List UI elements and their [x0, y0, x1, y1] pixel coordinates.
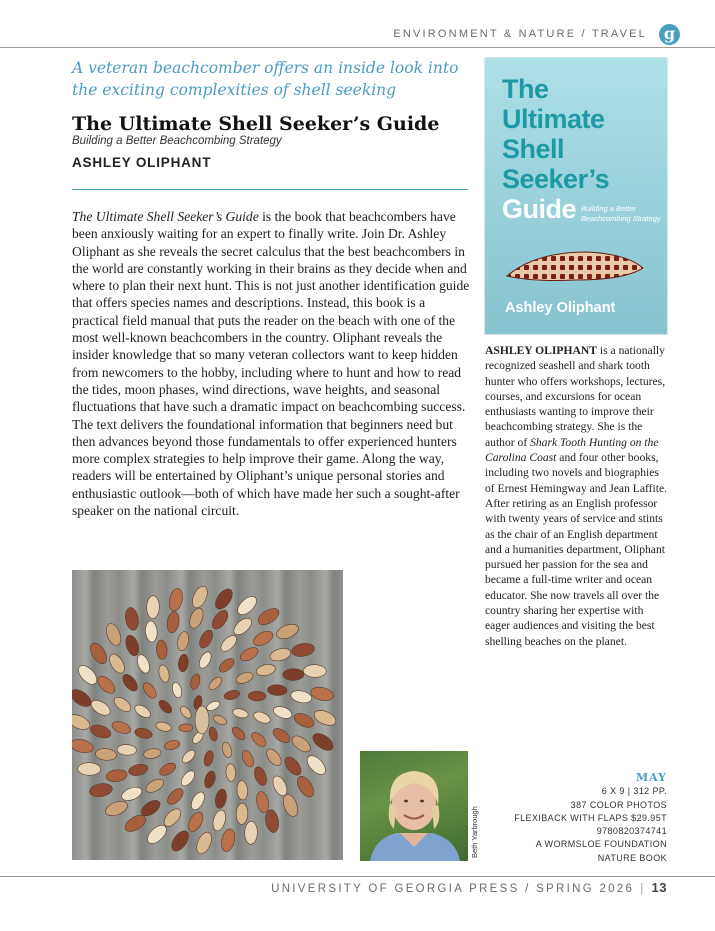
shell-mark: [223, 689, 240, 701]
shell-mark: [78, 762, 101, 775]
shell-mark: [291, 642, 316, 658]
shell-mark: [107, 652, 128, 676]
shell-mark: [171, 681, 183, 698]
shell-mark: [104, 798, 130, 818]
shell-mark: [218, 633, 239, 654]
shell-mark: [211, 809, 228, 832]
shell-mark: [179, 768, 197, 788]
shell-mark: [145, 620, 158, 642]
shell-mark: [72, 737, 94, 754]
shell-mark: [176, 631, 190, 652]
shell-mark: [120, 785, 144, 804]
shell-mark: [212, 586, 236, 612]
shell-mark: [202, 750, 214, 767]
shell-mark: [186, 810, 206, 834]
shell-mark: [156, 640, 168, 660]
shell-mark: [232, 707, 249, 719]
book-author: ASHLEY OLIPHANT: [72, 155, 212, 170]
bio-text: is a nationally recognized seashell and shark tooth hunter who offers workshops, lectures, courses, and excursions for ocean enthusiasts wanting to improve their beachcombing strategy. She is the author of: [485, 344, 666, 449]
shell-mark: [252, 765, 269, 787]
shell-mark: [280, 793, 300, 819]
shell-spiral-graphic: [72, 570, 343, 860]
shell-mark: [197, 650, 214, 670]
author-bio: [485, 343, 671, 649]
description-book-title: The Ultimate Shell Seeker’s Guide: [72, 209, 259, 224]
book-cover-image: [485, 58, 667, 334]
shell-mark: [234, 593, 259, 618]
shell-mark: [177, 654, 189, 673]
shell-mark: [264, 809, 280, 834]
pub-series: NATURE BOOK: [597, 852, 667, 863]
shell-mark: [120, 672, 140, 694]
book-subtitle: Building a Better Beachcombing Strategy: [72, 135, 282, 147]
shell-mark: [249, 730, 268, 749]
shell-mark: [271, 726, 293, 746]
shell-mark: [165, 786, 186, 807]
bio-author-name: ASHLEY OLIPHANT: [485, 344, 597, 357]
shell-mark: [209, 608, 231, 632]
shell-mark: [95, 748, 117, 761]
photo-credit: Beth Yarbrough: [470, 806, 479, 858]
cover-author: Ashley Oliphant: [505, 300, 616, 316]
shell-spiral-photo: [72, 570, 343, 860]
pub-binding-price: FLEXIBACK WITH FLAPS $29.95T: [514, 812, 667, 823]
footer-publisher: UNIVERSITY OF GEORGIA PRESS / SPRING 2026: [271, 883, 635, 895]
title-divider: [72, 189, 468, 190]
cover-title-line: Seeker’s: [502, 164, 610, 194]
shell-mark: [303, 664, 326, 677]
shell-mark: [87, 640, 110, 666]
shell-mark: [134, 727, 153, 740]
description-body: is the book that beachcombers have been anxiously waiting for an expert to finally write. Join Dr. Ashley Oliphant as she reveals the secret calculus that the best beachcombers in the world are constantly working in their brains as they decide when and where to plan their next hunt. This is not just another identification guide that offers species names and descriptions. Instead, this book is a practical field manual that puts the reader on the beach with one of the most well-known beachcombers in the country. Oliphant reveals the insider knowledge that so many veteran collectors want to keep hidden from newcomers to the hobby, including where to hunt and how to read the tides, moon phases, wind directions, wave heights, and seasonal fluctuations that have such a dramatic impact on beachcombing success. The text delivers the foundational information that beginners need but then advances beyond those fundamentals to offer experienced hunters more complex strategies to help improve their game. Along the way, readers will be entertained by Oliphant’s unique personal stories and enthusiastic outlook—both of which have made her such a sought-after speaker on the national circuit.: [72, 209, 470, 519]
shell-mark: [179, 724, 193, 732]
shell-mark: [197, 628, 215, 650]
publication-info: [514, 771, 667, 865]
shell-mark: [240, 749, 256, 769]
section-label: ENVIRONMENT & NATURE / TRAVEL: [393, 28, 647, 40]
shell-mark: [163, 739, 180, 751]
shell-mark: [166, 611, 181, 634]
shell-mark: [230, 725, 247, 742]
shell-mark: [304, 752, 329, 777]
cover-title: [502, 74, 652, 224]
shell-mark: [189, 673, 201, 690]
book-title: The Ultimate Shell Seeker’s Guide: [72, 113, 440, 135]
shell-mark: [221, 741, 233, 758]
bio-book-reference: Shark Tooth Hunting on the Carolina Coast: [485, 435, 659, 465]
shell-mark: [310, 730, 336, 754]
pub-isbn: 9780820374741: [596, 826, 667, 837]
shell-mark: [283, 669, 304, 681]
shell-mark: [269, 646, 292, 663]
shell-mark: [212, 714, 228, 727]
shell-mark: [310, 685, 335, 702]
shell-mark: [236, 803, 248, 825]
shell-mark: [231, 615, 255, 638]
shell-mark: [128, 763, 149, 778]
shell-mark: [282, 754, 304, 778]
shell-mark: [208, 726, 219, 741]
shell-mark: [214, 788, 228, 809]
shell-mark: [187, 606, 206, 630]
shell-mark: [157, 698, 174, 715]
shell-mark: [144, 776, 166, 795]
shell-mark: [89, 723, 113, 741]
shell-mark: [124, 607, 140, 632]
page-footer: [271, 880, 667, 895]
shell-mark: [110, 719, 132, 736]
shell-mark: [290, 689, 313, 705]
shell-mark: [146, 596, 159, 619]
author-portrait-graphic: [360, 751, 468, 861]
pub-series: A WORMSLOE FOUNDATION: [535, 839, 667, 850]
shell-mark: [123, 634, 141, 658]
shell-mark: [275, 621, 301, 641]
cover-subtitle: Building a Better Beachcombing Strategy: [581, 204, 661, 223]
shell-mark: [207, 675, 224, 692]
pub-photos: 387 COLOR PHOTOS: [570, 799, 667, 810]
shell-mark: [189, 584, 210, 610]
shell-mark: [141, 680, 159, 700]
shell-mark: [203, 770, 217, 790]
shell-mark: [117, 744, 137, 756]
shell-mark: [225, 764, 236, 782]
cover-title-line: Ultimate: [502, 104, 605, 134]
shell-mark: [157, 664, 171, 683]
shell-mark: [267, 684, 287, 696]
cover-title-line: Shell: [502, 134, 565, 164]
shell-mark: [205, 699, 221, 712]
book-description: [72, 208, 470, 519]
shell-mark: [252, 710, 272, 726]
pub-month: MAY: [635, 771, 667, 784]
shell-mark: [217, 656, 237, 675]
shell-mark: [219, 828, 236, 853]
shell-mark: [251, 628, 275, 648]
shell-mark: [289, 733, 313, 755]
shell-mark: [95, 673, 118, 696]
shell-mark: [112, 694, 134, 714]
shell-mark-center: [195, 706, 209, 734]
bio-text: and four other books, including two novels and biographies of Ernest Hemingway and Jean Laffite. After retiring as an English professor with twenty years of service and stints as the chair of an English department and a humanities department, Oliphant pursued her passion for the sea and became a full-time writer and ocean educator. She now travels all over the country sharing her expertise with eager audiences and visiting the best shelling beaches on the planet.: [485, 451, 668, 648]
shell-mark: [143, 747, 162, 759]
cover-title-line: Guide: [502, 194, 577, 224]
shell-mark: [89, 697, 113, 718]
shell-mark: [189, 790, 207, 812]
shell-mark: [89, 782, 114, 798]
shell-mark: [270, 774, 289, 798]
shell-mark: [292, 711, 316, 731]
press-logo-icon: g: [659, 24, 680, 45]
footer-separator: |: [640, 883, 646, 895]
author-photo: [360, 751, 468, 861]
shell-mark: [248, 691, 266, 701]
shell-mark: [272, 704, 294, 721]
footer-divider: [0, 876, 715, 877]
shell-mark: [178, 704, 193, 720]
shell-mark: [103, 622, 123, 648]
shell-mark: [238, 645, 260, 664]
pub-format: 6 X 9 | 312 PP.: [601, 786, 667, 797]
shell-mark: [75, 662, 100, 687]
book-tagline: A veteran beachcomber offers an inside look into the exciting complexities of shell seeking: [72, 59, 459, 99]
shell-mark: [72, 712, 92, 733]
shell-mark: [255, 790, 271, 813]
shell-mark: [244, 821, 257, 844]
shell-mark: [105, 768, 128, 782]
shell-mark: [72, 686, 94, 710]
shell-mark: [236, 780, 248, 800]
shell-mark: [312, 707, 338, 728]
shell-mark: [264, 746, 284, 768]
shell-mark: [256, 605, 282, 628]
header-divider: [0, 47, 715, 48]
shell-mark: [168, 828, 192, 854]
cover-title-line: The: [502, 74, 549, 104]
shell-mark: [235, 670, 255, 685]
shell-mark: [133, 702, 153, 720]
shell-mark: [255, 663, 276, 678]
shell-mark: [135, 653, 152, 675]
shell-mark: [167, 587, 184, 612]
shell-mark: [194, 830, 215, 856]
page-number: 13: [651, 880, 667, 895]
shell-mark: [294, 774, 317, 800]
shell-mark: [158, 761, 178, 778]
shell-mark: [155, 720, 172, 732]
cover-shell-icon: [505, 246, 645, 286]
shell-mark: [180, 748, 197, 765]
